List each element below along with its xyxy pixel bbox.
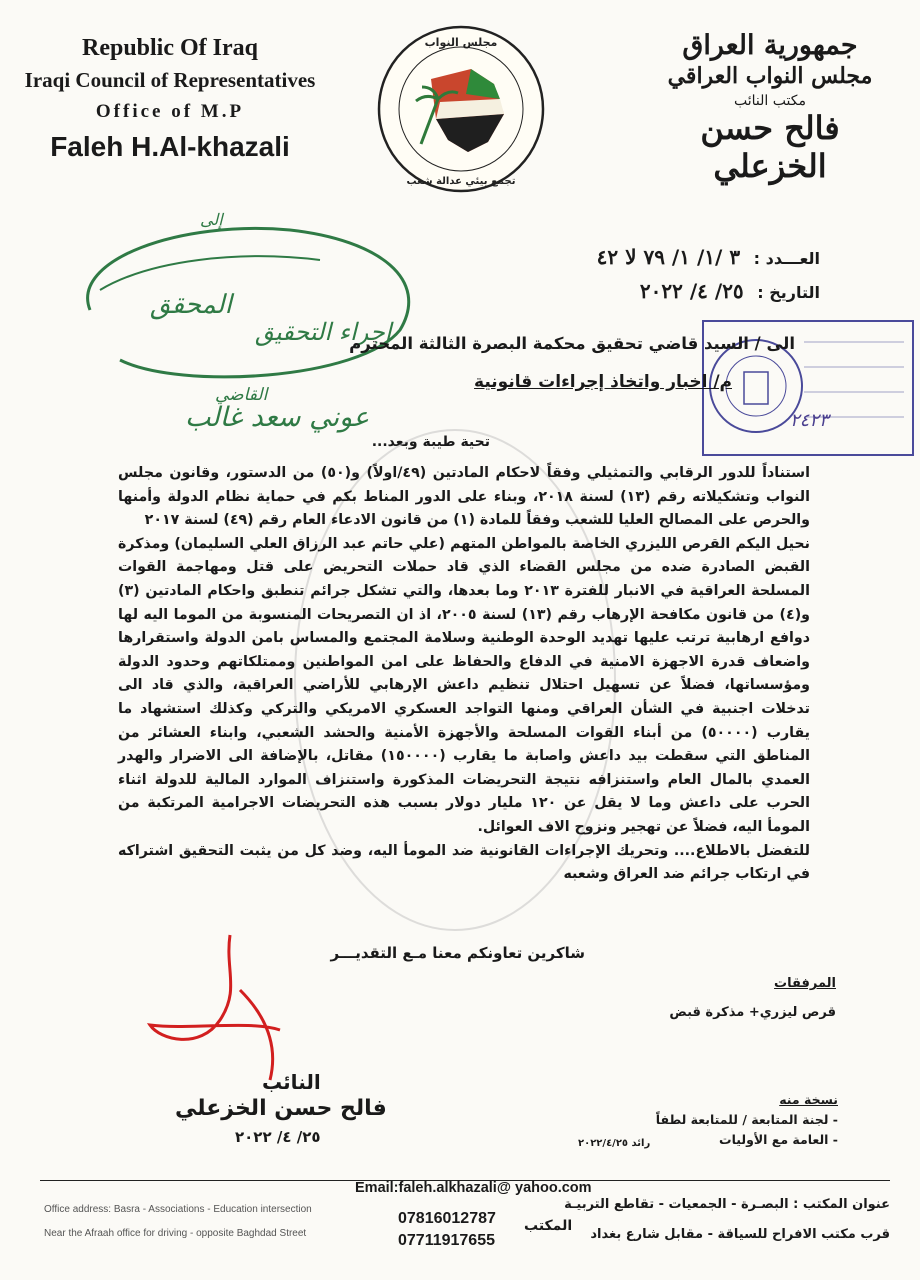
parliament-logo <box>376 24 546 194</box>
attachments-block <box>669 976 836 1020</box>
body-paragraph-2: نحيل اليكم القرص الليزري الخاصة بالمواطن المتهم (علي حاتم عبد الرزاق العلي السليمان) ومذكرة القبض الصادرة ضده من مجلس القضاء الذي قاد حملات التحريض على قتل ومهاجمة القوات المسلحة العراقية في الانبار للفترة ٢٠١٣ وما بعدها، والتي تشكل جرائم تنطبق واحكام المادتين (٣) و(٤) من قانون مكافحة الإرهاب رقم (١٣) لسنة ٢٠٠٥، اذ ان التصريحات المنسوبة من الموما اليه لها دوافع ارهابية ترتب عليها تهديد الوحدة الوطنية وسلامة المجتمع والمساس بامن الدولة واستقرارها واضعاف قدرة الاجهزة الامنية في الدفاع والحفاظ على امن المواطنين وممتلكاتهم وحدود الدولة ومؤسساتها، فضلاً عن تسهيل احتلال تنظيم داعش الإرهابي للأراضي العراقية، والذي قاد الى تدخلات اجنبية في الشأن العراقي ومنها التواجد العسكري الامريكي والتركي وكذلك استشهاد ما يقارب (٥٠٠٠٠) من أبناء القوات المسلحة والأجهزة الأمنية والحشد الشعبي، وابناء العشائر من المناطق التي سقطت بيد داعش واصابة ما يقارب (١٥٠٠٠٠) مقاتل، بالإضافة الى الاضرار والهدر العمدي بالمال العام واستنزافه نتيجة التحريضات المذكورة واستنزاف الموارد المالية للدولة اثناء الحرب على داعش وما لا يقل عن ١٢٠ مليار دولار بسبب هذه التحريضات الاجرامية المرتكبة من المومأ اليه، فضلاً عن تهجير ونزوح الاف العوائل. <box>118 535 810 835</box>
reference-block <box>597 240 820 308</box>
green-note-conduct-investigation: إجراء التحقيق <box>255 318 392 346</box>
reference-date-value: ٢٥/ ٤/ ٢٠٢٢ <box>639 279 744 303</box>
footer-address-english <box>44 1198 312 1246</box>
footer-address-ar-line1: عنوان المكتب : البصـرة - الجمعيات - تقاطع التربيـة <box>564 1197 890 1212</box>
footer-office-label: المكتب <box>524 1218 573 1234</box>
header-en-office: Office of M.P <box>95 101 245 122</box>
signature-name: فالح حسن الخزعلي <box>175 1096 387 1121</box>
reference-number-label: العـــدد : <box>753 249 820 268</box>
copies-item: - العامة مع الأوليات <box>719 1132 838 1147</box>
header-english <box>20 35 320 163</box>
signature-title: النائب <box>262 1070 321 1094</box>
footer-phone-2: 07711917655 <box>398 1232 495 1249</box>
reference-number-value: ٣ /١/ ١/ ٧٩ لا ٤٢ <box>596 245 741 269</box>
letter-greeting: تحية طيبة وبعد... <box>371 434 490 450</box>
copies-reference-note: رائد ٢٠٢٢/٤/٢٥ <box>578 1138 651 1149</box>
signature-date: ٢٥/ ٤/ ٢٠٢٢ <box>235 1128 321 1146</box>
attachments-item: قرص ليزري+ مذكرة قبض <box>669 1005 836 1020</box>
letter-body <box>118 462 810 887</box>
header-ar-mp-name: فالح حسن الخزعلي <box>700 109 840 185</box>
header-en-country: Republic Of Iraq <box>81 35 258 61</box>
copies-item: - لجنة المتابعة / للمتابعة لطفاً <box>655 1112 838 1127</box>
logo-bottom-text: تجمع بيئي عدالة شعب <box>406 176 516 187</box>
body-paragraph-3: للتفضل بالاطلاع.... وتحريك الإجراءات القانونية ضد المومأ اليه، وضد كل من يثبت التحقيق اشتراكه في ارتكاب جرائم ضد العراق وشعبه <box>118 842 810 883</box>
reference-date-row <box>597 274 820 308</box>
green-judge-name: عوني سعد غالب <box>185 402 370 433</box>
reference-number-row <box>597 240 820 274</box>
logo-top-text: مجلس النواب <box>424 36 498 49</box>
footer-address-arabic <box>564 1190 890 1250</box>
footer-phones <box>398 1208 496 1252</box>
green-note-to: إلى <box>200 210 223 229</box>
header-en-mp-name: Faleh H.Al-khazali <box>50 131 290 162</box>
footer-divider <box>40 1180 890 1181</box>
letter-subject: م/ اخبار واتخاذ إجراءات قانونية <box>474 372 732 392</box>
footer-email: Email:faleh.alkhazali@ yahoo.com <box>355 1180 592 1196</box>
footer-phone-1: 07816012787 <box>398 1210 496 1227</box>
copies-title: نسخة منه <box>779 1092 838 1107</box>
green-annotation-scribble <box>60 200 460 400</box>
header-ar-country: جمهورية العراق <box>682 30 858 61</box>
header-ar-council: مجلس النواب العراقي <box>667 63 873 89</box>
footer-address-en-line2: Near the Afraah office for driving - opposite Baghdad Street <box>44 1228 307 1239</box>
header-arabic <box>645 30 895 185</box>
attachments-title: المرفقات <box>774 976 836 991</box>
letter-address: الى / السيد قاضي تحقيق محكمة البصرة الثالثة المحترم <box>349 334 795 353</box>
green-note-investigator: المحقق <box>150 290 232 320</box>
reference-date-label: التاريخ : <box>757 283 820 302</box>
footer-address-ar-line2: قرب مكتب الافراح للسياقة - مقابل شارع بغداد <box>590 1227 890 1242</box>
copies-block <box>656 1090 838 1150</box>
header-en-council: Iraqi Council of Representatives <box>24 68 316 92</box>
stamp-handwritten-number: ٢٤٢٣ <box>790 410 829 431</box>
header-ar-office: مكتب النائب <box>734 93 806 109</box>
letter-closing: شاكرين تعاونكم معنا مـع التقديـــر <box>330 944 585 962</box>
body-paragraph-1: استناداً للدور الرقابي والتمثيلي وفقاً لاحكام المادتين (٤٩/اولاً) و(٥٠) من الدستور، وقانون مجلس النواب وتشكيلاته رقم (١٣) لسنة ٢٠١٨، وبناء على الدور المناط بكم في حماية نظام الدولة وأمنها والحرص على المصالح العليا للشعب وفقاً للمادة (١) من قانون الادعاء العام رقم (٤٩) لسنة ٢٠١٧ <box>118 465 810 529</box>
green-note-judge: القاضي <box>215 385 268 405</box>
footer-address-en-line1: Office address: Basra - Associations - Education intersection <box>44 1204 312 1215</box>
